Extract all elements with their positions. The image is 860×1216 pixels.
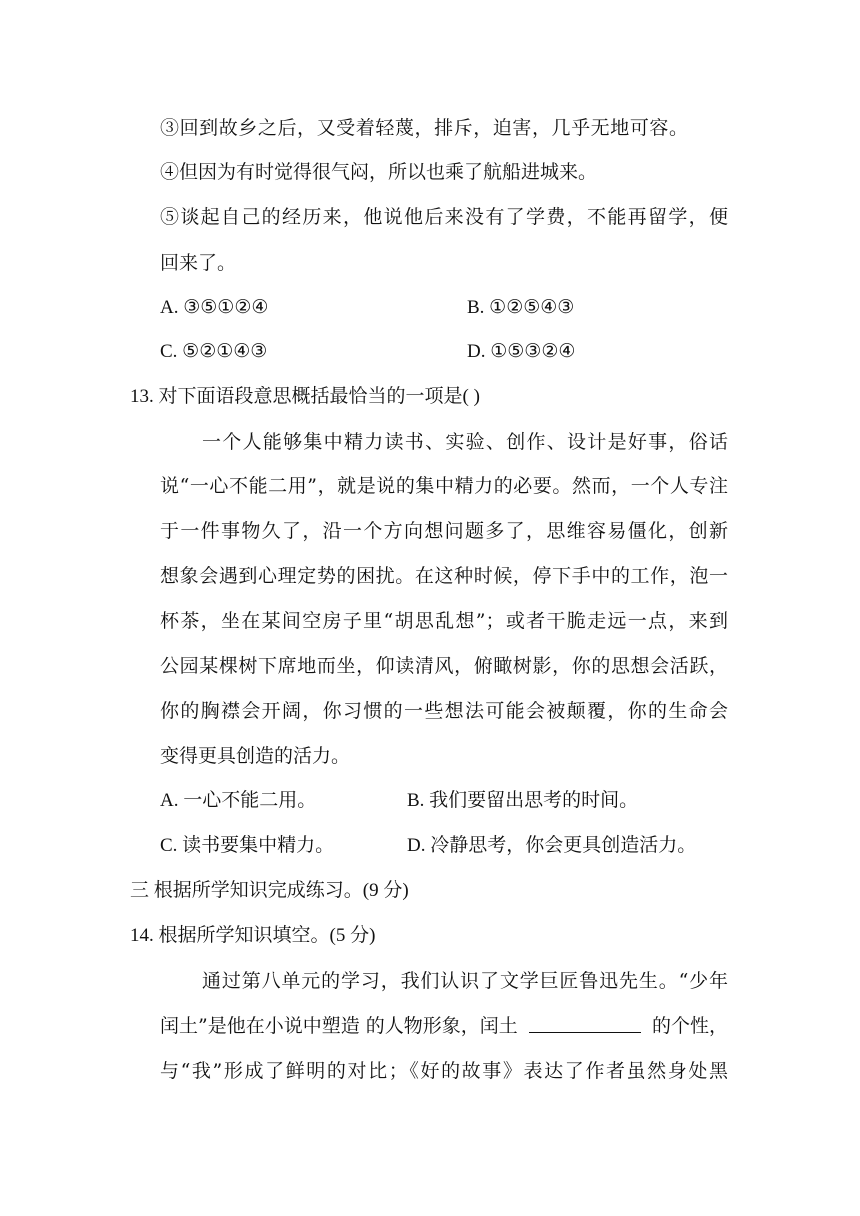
q12-option-a[interactable]: A. ③⑤①②④ bbox=[160, 297, 269, 318]
q13-paragraph-line-2: 说“一心不能二用”，就是说的集中精力的必要。然而，一个人专注 bbox=[160, 475, 728, 497]
q12-option-d[interactable]: D. ①⑤③②④ bbox=[467, 341, 576, 362]
q13-paragraph-line-7: 你的胸襟会开阔，你习惯的一些想法可能会被颠覆，你的生命会 bbox=[160, 700, 728, 722]
q13-stem: 13. 对下面语段意思概括最恰当的一项是( ) bbox=[130, 386, 480, 407]
q14-blank-field[interactable] bbox=[529, 1014, 641, 1033]
q13-option-a[interactable]: A. 一心不能二用。 bbox=[160, 790, 317, 811]
q13-paragraph-line-3: 于一件事物久了，沿一个方向想问题多了，思维容易僵化，创新 bbox=[160, 520, 728, 542]
q12-item-4: ④但因为有时觉得很气闷，所以也乘了航船进城来。 bbox=[160, 161, 598, 183]
q13-paragraph-line-4: 想象会遇到心理定势的困扰。在这种时候，停下手中的工作，泡一 bbox=[160, 565, 728, 587]
q14-text-line-3: 与“我”形成了鲜明的对比；《好的故事》表达了作者虽然身处黑 bbox=[160, 1060, 728, 1082]
q14-text-line-2-pre: 闰土”是他在小说中塑造 的人物形象，闰土 bbox=[160, 1015, 518, 1037]
q14-text-line-1: 通过第八单元的学习，我们认识了文学巨匠鲁迅先生。“少年 bbox=[202, 970, 728, 992]
q12-item-5-cont: 回来了。 bbox=[160, 252, 237, 274]
q14-text-line-2-post: 的个性， bbox=[651, 1015, 728, 1037]
q13-paragraph-line-8: 变得更具创造的活力。 bbox=[160, 745, 351, 767]
q13-paragraph-line-1: 一个人能够集中精力读书、实验、创作、设计是好事，俗话 bbox=[202, 431, 728, 453]
q12-item-3: ③回到故乡之后，又受着轻蔑，排斥，迫害，几乎无地可容。 bbox=[160, 117, 688, 139]
q14-text-line-2 bbox=[160, 1014, 728, 1038]
section-3-title: 三 根据所学知识完成练习。(9 分) bbox=[130, 880, 409, 901]
q13-option-d[interactable]: D. 冷静思考，你会更具创造活力。 bbox=[407, 835, 697, 856]
q12-item-5: ⑤谈起自己的经历来，他说他后来没有了学费，不能再留学，便 bbox=[160, 206, 728, 228]
q13-paragraph-line-6: 公园某棵树下席地而坐，仰读清风，俯瞰树影，你的思想会活跃， bbox=[160, 655, 728, 677]
q13-paragraph-line-5: 杯茶，坐在某间空房子里“胡思乱想”；或者干脆走远一点，来到 bbox=[160, 610, 728, 632]
q12-option-c[interactable]: C. ⑤②①④③ bbox=[160, 341, 268, 362]
q13-option-b[interactable]: B. 我们要留出思考的时间。 bbox=[407, 790, 639, 811]
q12-option-b[interactable]: B. ①②⑤④③ bbox=[467, 297, 575, 318]
q13-option-c[interactable]: C. 读书要集中精力。 bbox=[160, 835, 335, 856]
q14-stem: 14. 根据所学知识填空。(5 分) bbox=[130, 925, 376, 946]
